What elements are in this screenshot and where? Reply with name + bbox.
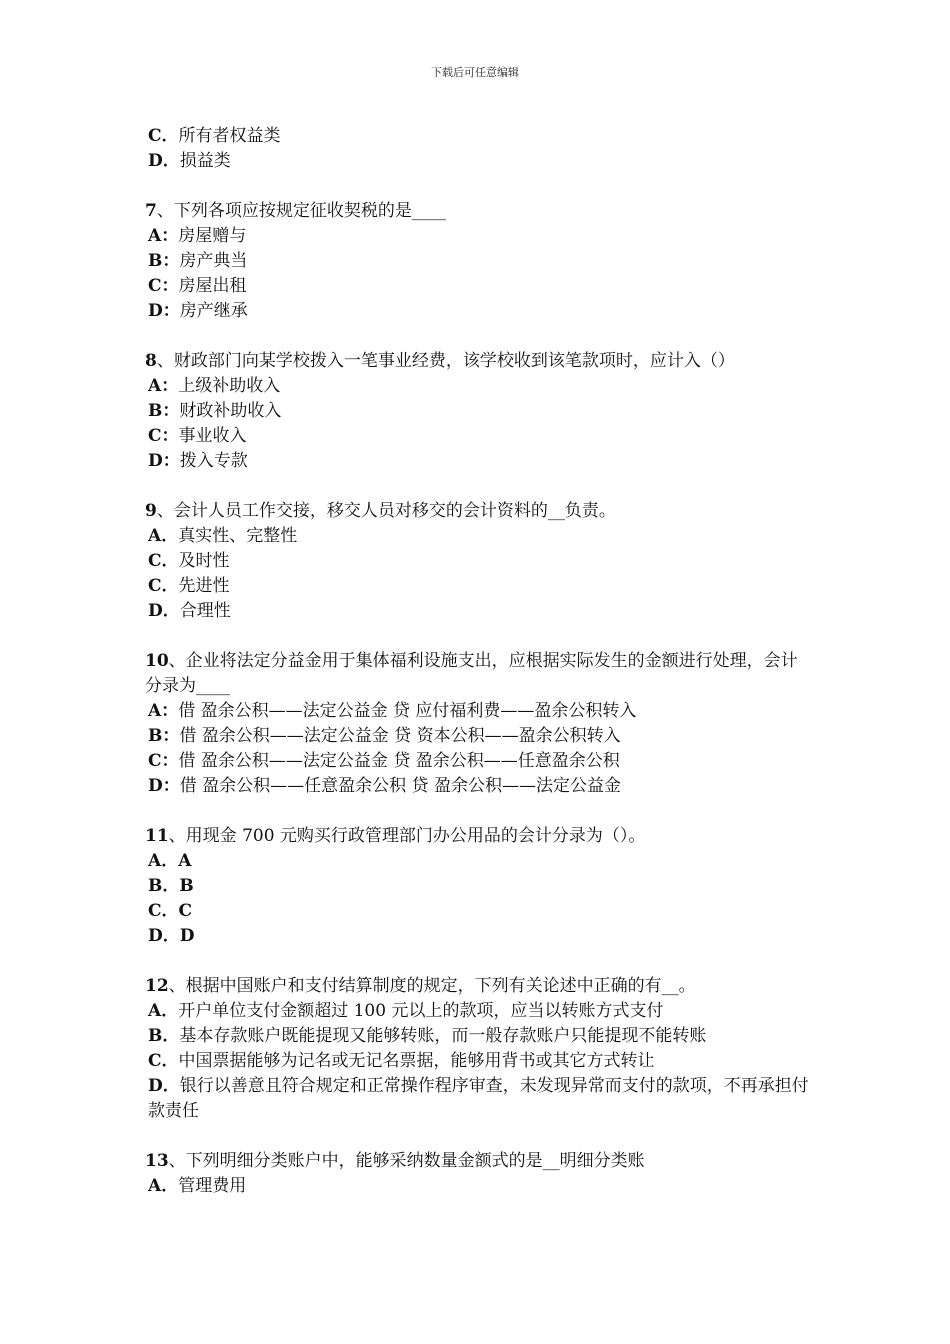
question-stem: 根据中国账户和支付结算制度的规定，下列有关论述中正确的有__。: [185, 976, 696, 996]
question-block-9: [145, 499, 810, 624]
option-text: 房产典当: [179, 251, 248, 271]
question-text: [145, 649, 810, 699]
question-number: 11: [145, 826, 169, 846]
option-d: [145, 299, 810, 324]
option-text: 财政补助收入: [179, 401, 282, 421]
option-label: B：: [148, 401, 180, 421]
option-text: 所有者权益类: [178, 126, 281, 146]
question-stem: 企业将法定分益金用于集体福利设施支出，应根据实际发生的金额进行处理，会计分录为____: [145, 651, 798, 696]
option-a: [145, 999, 810, 1024]
option-text: 中国票据能够为记名或无记名票据，能够用背书或其它方式转让: [178, 1051, 655, 1071]
question-separator: 、: [168, 651, 186, 671]
question-stem: 会计人员工作交接，移交人员对移交的会计资料的__负责。: [173, 501, 616, 521]
option-label: D．: [148, 601, 180, 621]
option-d: [145, 149, 810, 174]
question-stem: 财政部门向某学校拨入一笔事业经费，该学校收到该笔款项时，应计入（）: [173, 351, 735, 371]
option-label: A．: [148, 526, 179, 546]
option-label: A：: [148, 701, 179, 721]
question-separator: 、: [156, 201, 174, 221]
option-text: 房产继承: [179, 301, 248, 321]
option-a: [145, 849, 810, 874]
option-label: D：: [148, 301, 180, 321]
question-separator: 、: [168, 826, 186, 846]
question-number: 7: [145, 201, 157, 221]
option-label: C．: [148, 576, 179, 596]
page-header: 下载后可任意编辑: [431, 66, 519, 79]
option-c: [145, 549, 810, 574]
question-separator: 、: [156, 501, 174, 521]
option-text: 合理性: [179, 601, 231, 621]
option-b: [145, 724, 810, 749]
question-block-12: [145, 974, 810, 1124]
option-c: [145, 274, 810, 299]
option-label: C．: [148, 1051, 179, 1071]
option-label: C．: [148, 901, 179, 921]
option-a: [145, 524, 810, 549]
option-label: D．: [148, 151, 180, 171]
question-block-7: [145, 199, 810, 324]
question-stem: 下列各项应按规定征收契税的是____: [173, 201, 446, 221]
option-text: 房屋出租: [178, 276, 247, 296]
option-text: 借 盈余公积——法定公益金 贷 资本公积——盈余公积转入: [179, 726, 621, 746]
question-text: [145, 499, 810, 524]
option-label: C：: [148, 276, 179, 296]
option-label: C：: [148, 751, 179, 771]
option-text: D: [179, 926, 195, 946]
option-label: D：: [148, 776, 180, 796]
option-text: 事业收入: [178, 426, 247, 446]
question-separator: 、: [156, 351, 174, 371]
option-c: [145, 574, 810, 599]
option-label: B．: [148, 1026, 180, 1046]
option-label: D：: [148, 451, 180, 471]
question-block-10: [145, 649, 810, 799]
option-d: [145, 449, 810, 474]
option-b: [145, 249, 810, 274]
option-d: [145, 1074, 810, 1124]
option-text: 损益类: [179, 151, 231, 171]
question-block-8: [145, 349, 810, 474]
option-text: 借 盈余公积——任意盈余公积 贷 盈余公积——法定公益金: [179, 776, 621, 796]
option-c: [145, 424, 810, 449]
option-label: B．: [148, 876, 180, 896]
option-a: [145, 374, 810, 399]
question-block-13: [145, 1149, 810, 1199]
option-label: A．: [148, 851, 179, 871]
option-d: [145, 599, 810, 624]
question-separator: 、: [168, 1151, 186, 1171]
option-a: [145, 699, 810, 724]
option-b: [145, 874, 810, 899]
option-text: B: [179, 876, 194, 896]
question-number: 13: [145, 1151, 169, 1171]
option-b: [145, 399, 810, 424]
option-a: [145, 224, 810, 249]
question-text: [145, 1149, 810, 1174]
option-text: 真实性、完整性: [178, 526, 298, 546]
option-label: C．: [148, 126, 179, 146]
option-label: A：: [148, 376, 179, 396]
question-text: [145, 199, 810, 224]
option-b: [145, 1024, 810, 1049]
option-label: A．: [148, 1001, 179, 1021]
question-number: 8: [145, 351, 157, 371]
question-text: [145, 824, 810, 849]
option-label: B：: [148, 726, 180, 746]
question-stem: 用现金 700 元购买行政管理部门办公用品的会计分录为（）。: [185, 826, 646, 846]
question-separator: 、: [168, 976, 186, 996]
question-block-6-tail: [145, 124, 810, 174]
option-text: 拨入专款: [179, 451, 248, 471]
option-text: 上级补助收入: [178, 376, 281, 396]
option-c: [145, 899, 810, 924]
document-body: [145, 124, 810, 1199]
option-c: [145, 749, 810, 774]
option-text: 借 盈余公积——法定公益金 贷 应付福利费——盈余公积转入: [178, 701, 637, 721]
option-label: C：: [148, 426, 179, 446]
option-label: D．: [148, 1076, 180, 1096]
question-number: 12: [145, 976, 169, 996]
option-text: 借 盈余公积——法定公益金 贷 盈余公积——任意盈余公积: [178, 751, 620, 771]
option-text: 管理费用: [178, 1176, 247, 1196]
question-text: [145, 349, 810, 374]
option-text: 开户单位支付金额超过 100 元以上的款项，应当以转账方式支付: [178, 1001, 664, 1021]
option-c: [145, 1049, 810, 1074]
option-label: C．: [148, 551, 179, 571]
question-number: 10: [145, 651, 169, 671]
option-text: A: [178, 851, 192, 871]
option-label: D．: [148, 926, 180, 946]
question-stem: 下列明细分类账户中，能够采纳数量金额式的是__明细分类账: [185, 1151, 645, 1171]
option-d: [145, 924, 810, 949]
option-label: B：: [148, 251, 180, 271]
option-text: 及时性: [178, 551, 230, 571]
option-label: A．: [148, 1176, 179, 1196]
option-label: A：: [148, 226, 179, 246]
option-a: [145, 1174, 810, 1199]
option-text: 先进性: [178, 576, 230, 596]
option-text: 银行以善意且符合规定和正常操作程序审查，未发现异常而支付的款项，不再承担付款责任: [148, 1076, 809, 1121]
option-text: 基本存款账户既能提现又能够转账，而一般存款账户只能提现不能转账: [179, 1026, 707, 1046]
question-text: [145, 974, 810, 999]
option-c: [145, 124, 810, 149]
option-d: [145, 774, 810, 799]
question-block-11: [145, 824, 810, 949]
option-text: C: [178, 901, 193, 921]
question-number: 9: [145, 501, 157, 521]
option-text: 房屋赠与: [178, 226, 247, 246]
